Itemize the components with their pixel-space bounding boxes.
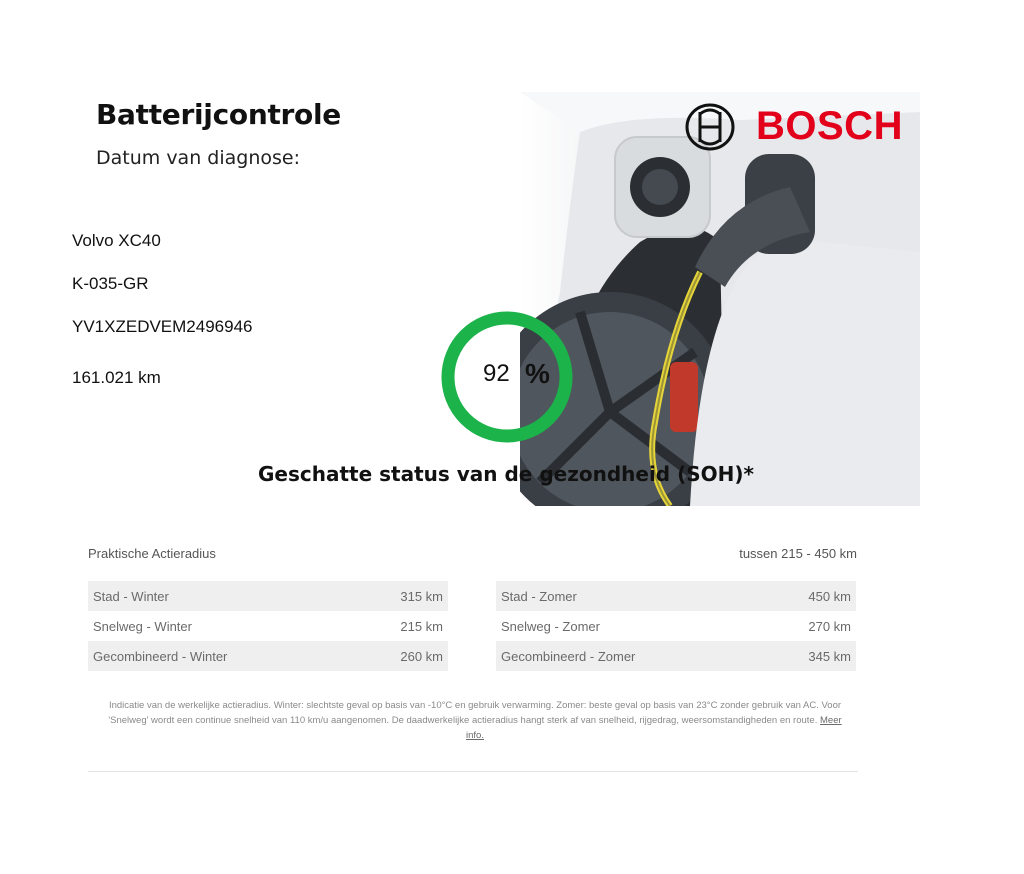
range-row-label: Gecombineerd - Winter: [93, 648, 228, 664]
range-summary: tussen 215 - 450 km: [739, 546, 857, 561]
table-row: [88, 641, 448, 671]
table-row: [496, 611, 856, 641]
range-row-value: 315 km: [400, 588, 443, 604]
soh-unit: %: [525, 358, 550, 389]
table-row: [496, 581, 856, 611]
summer-range-table: [496, 581, 856, 671]
divider: [88, 771, 858, 772]
range-row-label: Stad - Zomer: [501, 588, 577, 604]
soh-value: 92: [483, 360, 510, 387]
range-row-value: 270 km: [808, 618, 851, 634]
range-row-label: Snelweg - Winter: [93, 618, 192, 634]
table-row: [88, 581, 448, 611]
range-footnote: [100, 698, 850, 743]
range-row-value: 450 km: [808, 588, 851, 604]
table-row: [496, 641, 856, 671]
vin-number: YV1XZEDVEM2496946: [72, 317, 253, 336]
diagnosis-date-label: Datum van diagnose:: [96, 147, 300, 169]
bosch-logo-text: BOSCH: [756, 104, 903, 148]
range-title: Praktische Actieradius: [88, 546, 216, 561]
range-row-value: 260 km: [400, 648, 443, 664]
table-row: [88, 611, 448, 641]
winter-range-table: [88, 581, 448, 671]
range-row-value: 215 km: [400, 618, 443, 634]
mileage: 161.021 km: [72, 368, 161, 387]
range-row-label: Snelweg - Zomer: [501, 618, 600, 634]
ev-charging-illustration: [520, 92, 920, 506]
more-info-link[interactable]: Meer info.: [466, 715, 842, 741]
license-plate: K-035-GR: [72, 274, 149, 293]
soh-label: Geschatte status van de gezondheid (SOH)*: [258, 462, 754, 486]
range-row-value: 345 km: [808, 648, 851, 664]
footnote-text: Indicatie van de werkelijke actieradius. Winter: slechtste geval op basis van -10°C en gebruik verwarming. Zomer: beste geval op basis van 23°C zonder gebruik van AC. Voor 'Snelweg' wordt een continue snelheid van 110 km/u aangenomen. De daadwerkelijke actieradius hangt sterk af van snelheid, rijgedrag, weersomstandigheden en route.: [108, 700, 842, 726]
vehicle-model: Volvo XC40: [72, 231, 161, 250]
ev-charging-image: [520, 92, 920, 506]
bosch-armature-icon: [684, 102, 736, 152]
range-row-label: Stad - Winter: [93, 588, 169, 604]
range-row-label: Gecombineerd - Zomer: [501, 648, 636, 664]
page-title: Batterijcontrole: [96, 98, 341, 131]
